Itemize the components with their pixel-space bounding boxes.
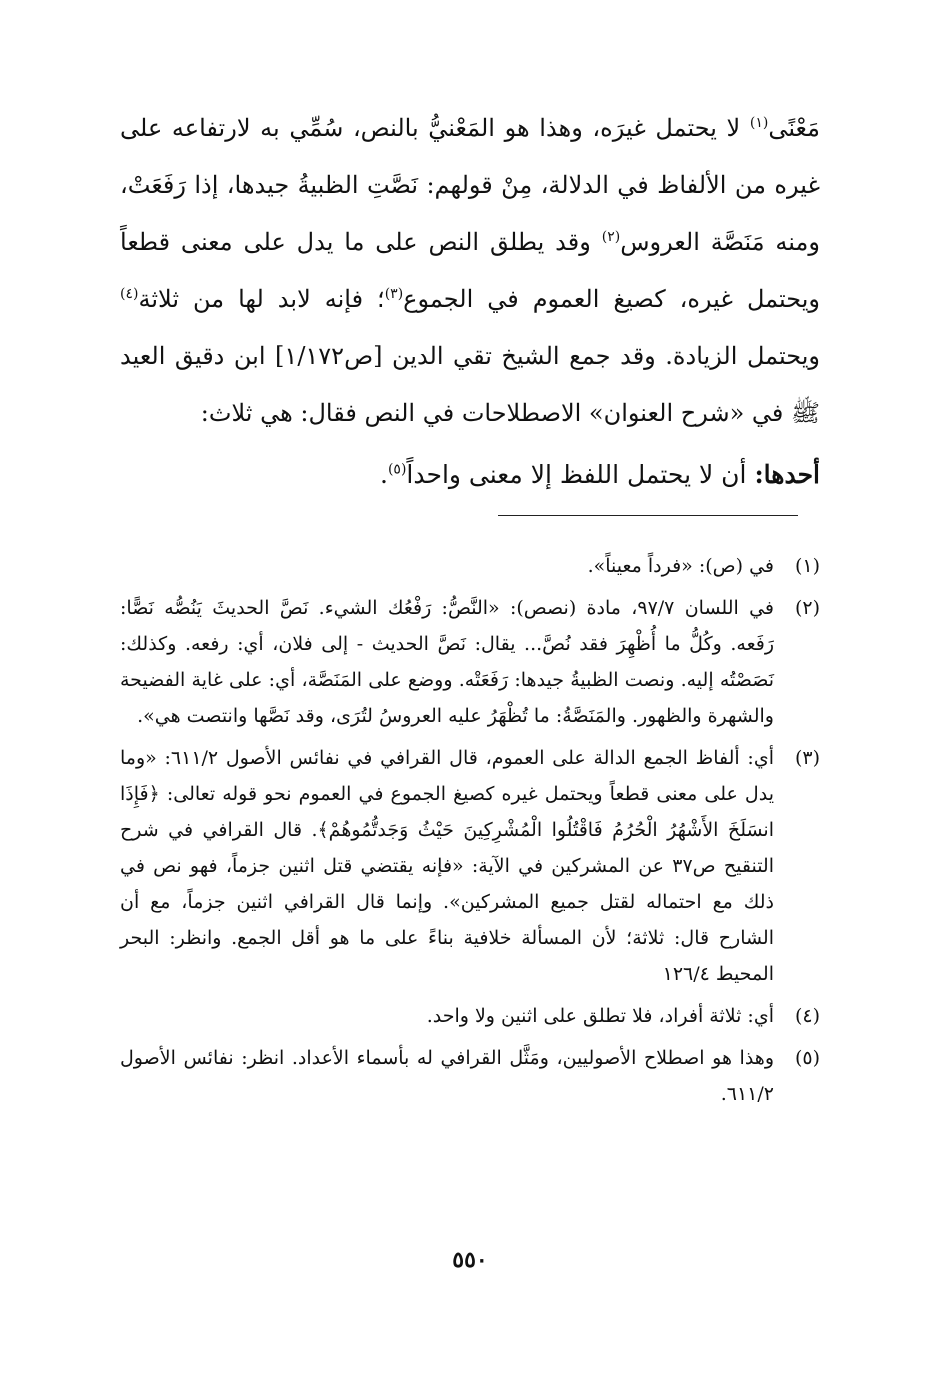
footnote-ref-5[interactable]: (٥) bbox=[387, 461, 407, 478]
first-definition-line bbox=[120, 446, 820, 503]
paragraph-segment: لا يحتمل غيرَه، وهذا هو المَعْنيُّ بالنص، سُمِّي به لارتفاعه على غيره من الألفاظ في الدلالة، مِنْ قولهم: نَصَّتِ الظبيةُ جيدها، إذا رَفَعَتْ، ومنه مَنَصَّة العروس bbox=[120, 114, 820, 256]
footnote-text: أي: ألفاظ الجمع الدالة على العموم، قال القرافي في نفائس الأصول ٦١١/٢: «وما يدل على معنى قطعاً ويحتمل غيره كصيغ الجموع في العموم نحو قوله تعالى: ﴿فَإِذَا انسَلَخَ الأَشْهُرُ الْحُرُمُ فَاقْتُلُوا الْمُشْرِكِينَ حَيْثُ وَجَدتُّمُوهُمْ﴾. قال القرافي في شرح التنقيح ص٣٧ عن المشركين في الآية: «فإنه يقتضي قتل اثنين جزماً، فهو نص في ذلك مع احتماله لقتل جميع المشركين». وإنما قال القرافي اثنين جزماً، مع أن الشارح قال: ثلاثة؛ لأن المسألة خلافية بناءً على ما هو أقل الجمع. وانظر: البحر المحيط ١٢٦/٤ bbox=[120, 747, 774, 985]
footnote-number: (٤) bbox=[794, 1005, 820, 1027]
footnote-number: (٣) bbox=[794, 747, 820, 769]
footnote-item bbox=[120, 590, 820, 734]
paragraph-segment: مَعْنًى bbox=[768, 114, 820, 142]
footnote-number: (٥) bbox=[794, 1047, 820, 1069]
definition-lead-word: أحدها: bbox=[754, 460, 820, 489]
footnote-number: (٢) bbox=[794, 597, 820, 619]
footnote-ref-2[interactable]: (٢) bbox=[601, 229, 621, 245]
main-text bbox=[120, 100, 820, 503]
paragraph-segment: ويحتمل الزيادة. وقد جمع الشيخ تقي الدين [ص١/١٧٢] ابن دقيق العيد ﷺ في «شرح العنوان» الاصطلاحات في النص فقال: هي ثلاث: bbox=[120, 342, 821, 427]
footnote-text: وهذا هو اصطلاح الأصوليين، ومَثَّل القرافي له بأسماء الأعداد. انظر: نفائس الأصول ٦١١/٢. bbox=[120, 1047, 774, 1105]
footnote-item bbox=[120, 548, 820, 584]
footnote-ref-3[interactable]: (٣) bbox=[384, 286, 404, 302]
footnote-ref-1[interactable]: (١) bbox=[749, 115, 769, 131]
footnote-text: في (ص): «فرداً معيناً». bbox=[587, 555, 774, 577]
page-number: ٥٥٠ bbox=[452, 1247, 488, 1273]
paragraph-segment: وقد يطلق النص على ما يدل على معنى قطعاً ويحتمل غيره، كصيغ العموم في الجموع bbox=[120, 228, 821, 313]
definition-text: أن لا يحتمل اللفظ إلا معنى واحداً bbox=[406, 460, 755, 489]
footnote-number: (١) bbox=[794, 555, 820, 577]
footnote-text: في اللسان ٩٧/٧، مادة (نصص): «النَّصُّ: رَفْعُك الشيء. نَصَّ الحديثَ يَنُصُّه نَصًّا: رَفَعه. وكُلُّ ما أُظْهِرَ فقد نُصَّ... يقال: نَصَّ الحديث - إلى فلان، أي: رفعه. وكذلك: نَصَصْتُه إليه. ونصت الظبيةُ جيدها: رَفَعَتْه. ووضع على المَنَصَّة، أي: على غاية الفضيحة والشهرة والظهور. والمَنَصَّةُ: ما تُظْهَرُ عليه العروسُ لتُرَى، وقد نَصَّها وانتصت هي». bbox=[120, 597, 774, 727]
paragraph-segment: ؛ فإنه لابد لها من ثلاثة bbox=[138, 285, 385, 313]
main-paragraph bbox=[120, 100, 820, 442]
footnote-item bbox=[120, 1040, 820, 1112]
footnote-separator bbox=[498, 515, 798, 516]
definition-end: . bbox=[380, 460, 388, 489]
footnote-item bbox=[120, 740, 820, 992]
footnotes-section bbox=[120, 548, 820, 1118]
footnote-ref-4[interactable]: (٤) bbox=[120, 286, 139, 302]
footnote-text: أي: ثلاثة أفراد، فلا تطلق على اثنين ولا واحد. bbox=[426, 1005, 774, 1027]
footnote-item bbox=[120, 998, 820, 1034]
